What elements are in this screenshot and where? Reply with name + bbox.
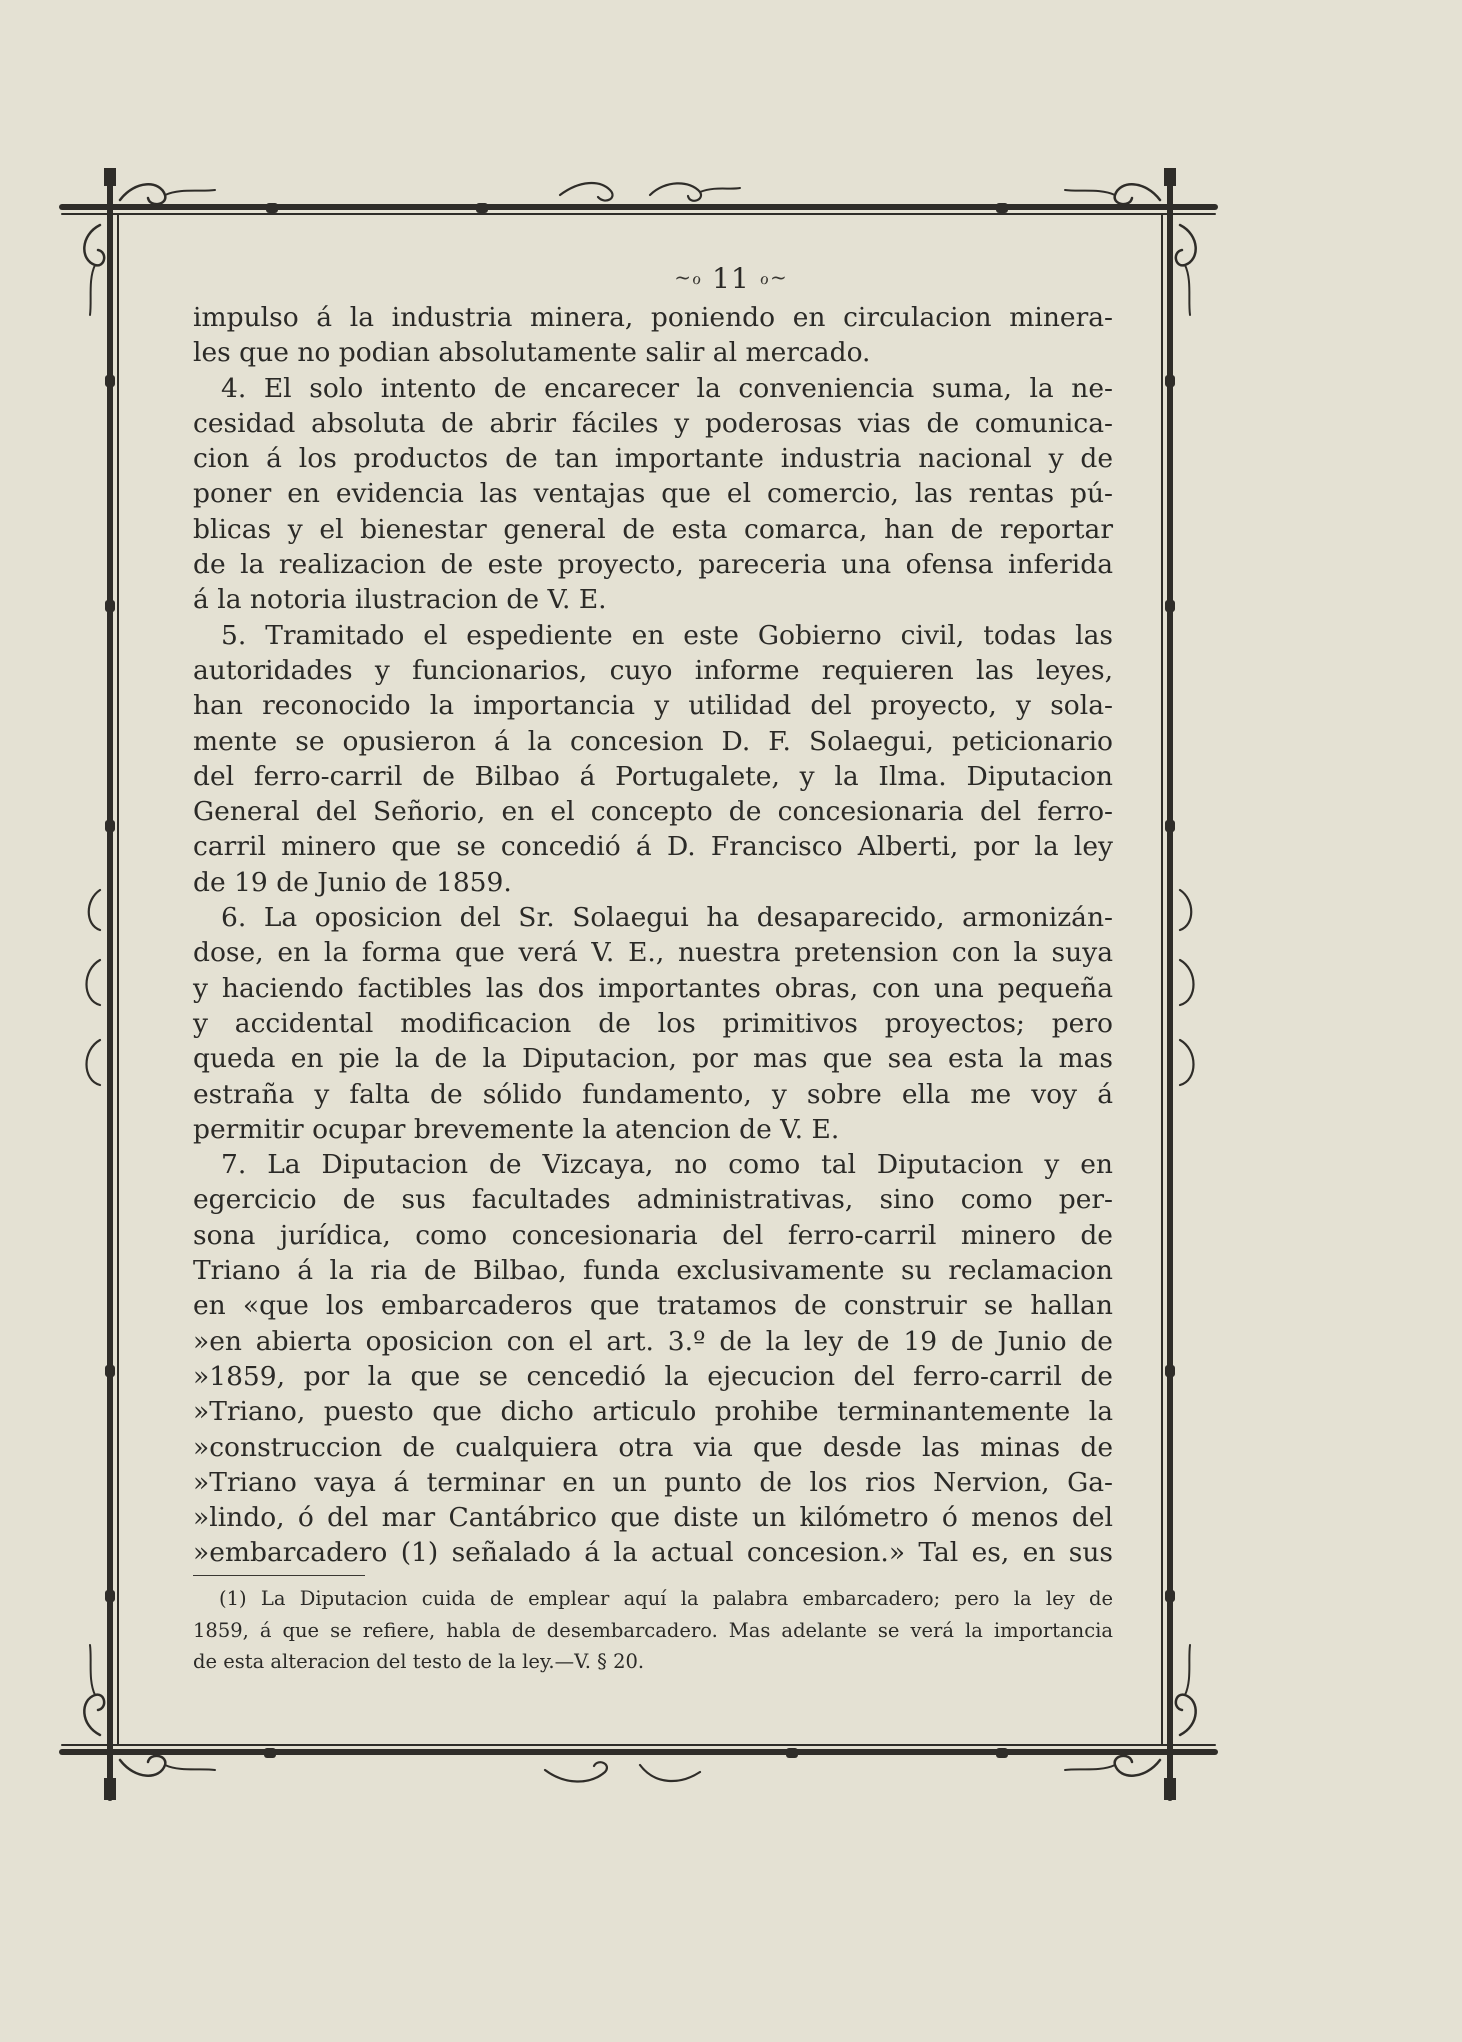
text-line: Triano á la ria de Bilbao, funda exclusivamente su reclamacion xyxy=(193,1255,1113,1287)
text-line: de la realizacion de este proyecto, pareceria una ofensa inferida xyxy=(193,549,1113,581)
text-line: 4. El solo intento de encarecer la conveniencia suma, la ne- xyxy=(221,372,1113,404)
text-line: blicas y el bienestar general de esta comarca, han de reportar xyxy=(193,513,1113,545)
text-line: han reconocido la importancia y utilidad del proyecto, y sola- xyxy=(193,690,1113,722)
text-line: mente se opusieron á la concesion D. F. Solaegui, peticionario xyxy=(193,725,1113,757)
text-line: dose, en la forma que verá V. E., nuestra pretension con la suya xyxy=(193,937,1113,969)
text-line: egercicio de sus facultades administrativas, sino como per- xyxy=(193,1184,1113,1216)
footnote-line: de esta alteracion del testo de la ley.—V. § 20. xyxy=(193,1650,645,1673)
footnotes xyxy=(193,1583,1113,1678)
page-number xyxy=(0,262,1462,295)
text-line: autoridades y funcionarios, cuyo informe requieren las leyes, xyxy=(193,654,1113,686)
text-line: »1859, por la que se cencedió la ejecucion del ferro-carril de xyxy=(193,1360,1113,1392)
text-line: y accidental modificacion de los primitivos proyectos; pero xyxy=(193,1007,1113,1039)
page-number-value: 11 xyxy=(712,262,750,295)
text-line: y haciendo factibles las dos importantes obras, con una pequeña xyxy=(193,972,1113,1004)
text-line: »Triano vaya á terminar en un punto de los rios Nervion, Ga- xyxy=(193,1466,1113,1498)
text-line: impulso á la industria minera, poniendo en circulacion minera- xyxy=(193,302,1113,333)
text-line: 5. Tramitado el espediente en este Gobierno civil, todas las xyxy=(221,619,1113,651)
text-line: en «que los embarcaderos que tratamos de construir se hallan xyxy=(193,1290,1113,1322)
text-line: á la notoria ilustracion de V. E. xyxy=(193,584,607,616)
text-line: poner en evidencia las ventajas que el comercio, las rentas pú- xyxy=(193,478,1113,510)
text-line: estraña y falta de sólido fundamento, y sobre ella me voy á xyxy=(193,1078,1113,1110)
text-line: »en abierta oposicion con el art. 3.º de la ley de 19 de Junio de xyxy=(193,1325,1113,1357)
text-line: sona jurídica, como concesionaria del ferro-carril minero de xyxy=(193,1219,1113,1251)
footnote-line: 1859, á que se refiere, habla de desembarcadero. Mas adelante se verá la importancia xyxy=(193,1618,1113,1642)
text-line: cion á los productos de tan importante industria nacional y de xyxy=(193,443,1113,475)
text-line: cesidad absoluta de abrir fáciles y poderosas vias de comunica- xyxy=(193,407,1113,439)
text-line: »lindo, ó del mar Cantábrico que diste un kilómetro ó menos del xyxy=(193,1502,1113,1534)
text-line: carril minero que se concedió á D. Francisco Alberti, por la ley xyxy=(193,831,1113,863)
text-line: 6. La oposicion del Sr. Solaegui ha desaparecido, armonizán- xyxy=(221,902,1113,934)
text-line: permitir ocupar brevemente la atencion de V. E. xyxy=(193,1113,840,1145)
text-line: »construccion de cualquiera otra via que desde las minas de xyxy=(193,1431,1113,1463)
text-line: 7. La Diputacion de Vizcaya, no como tal Diputacion y en xyxy=(221,1149,1113,1181)
ornament-right: ℴ~ xyxy=(759,265,788,289)
text-line: »embarcadero (1) señalado á la actual concesion.» Tal es, en sus xyxy=(193,1537,1113,1569)
text-line: del ferro-carril de Bilbao á Portugalete, y la Ilma. Diputacion xyxy=(193,760,1113,792)
text-line: les que no podian absolutamente salir al mercado. xyxy=(193,337,871,369)
text-line: de 19 de Junio de 1859. xyxy=(193,866,512,898)
text-line: queda en pie la de la Diputacion, por mas que sea esta la mas xyxy=(193,1043,1113,1075)
footnote-line: (1) La Diputacion cuida de emplear aquí la palabra embarcadero; pero la ley de xyxy=(219,1587,1113,1610)
body-text xyxy=(193,300,1113,1571)
ornament-left: ~ℴ xyxy=(674,265,703,289)
footnote-separator xyxy=(193,1575,365,1576)
text-line: »Triano, puesto que dicho articulo prohibe terminantemente la xyxy=(193,1396,1113,1428)
text-line: General del Señorio, en el concepto de concesionaria del ferro- xyxy=(193,796,1113,828)
